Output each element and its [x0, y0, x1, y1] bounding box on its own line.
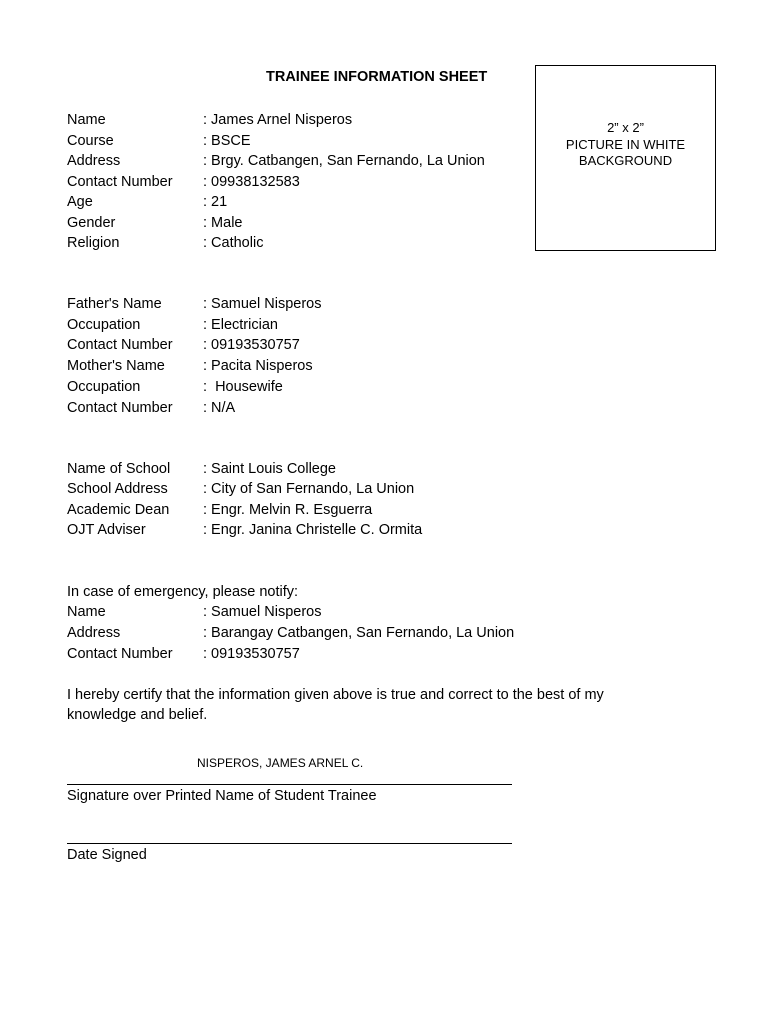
field-label: Mother's Name [67, 358, 165, 374]
field-value: : 09193530757 [203, 337, 300, 353]
field-label: Address [67, 624, 121, 641]
field-value: : Engr. Janina Christelle C. Ormita [203, 522, 423, 538]
certification-statement: I hereby certify that the information given above is true and correct to the best of my knowledge and belief. [67, 687, 604, 723]
photo-placeholder-box [535, 65, 716, 251]
field-label: Occupation [67, 316, 141, 333]
field-value: : Electrician [203, 316, 278, 333]
page-title: TRAINEE INFORMATION SHEET [266, 69, 488, 85]
field-value: : BSCE [203, 132, 251, 149]
field-value: : Pacita Nisperos [203, 358, 313, 374]
field-value: : Samuel Nisperos [203, 296, 322, 312]
field-label: Academic Dean [67, 501, 170, 518]
field-label: Contact Number [67, 645, 173, 662]
field-label: Contact Number [67, 173, 173, 190]
field-label: Address [67, 153, 121, 169]
signature-printed-name: NISPEROS, JAMES ARNEL C. [197, 756, 364, 770]
signature-line[interactable] [67, 784, 512, 785]
photo-instruction-line: PICTURE IN WHITE [565, 136, 686, 152]
date-signed-caption: Date Signed [67, 847, 147, 863]
field-value: : City of San Fernando, La Union [203, 481, 415, 497]
field-label: Father's Name [67, 296, 162, 312]
date-signed-line[interactable] [67, 843, 512, 844]
field-label: Course [67, 132, 114, 149]
field-label: Contact Number [67, 337, 173, 353]
field-value: : N/A [203, 399, 236, 416]
field-value: : Barangay Catbangen, San Fernando, La Union [203, 624, 515, 641]
signature-caption: Signature over Printed Name of Student Trainee [67, 788, 377, 804]
field-value: : Engr. Melvin R. Esguerra [203, 501, 373, 518]
field-value: : James Arnel Nisperos [203, 112, 353, 128]
field-label: Name of School [67, 460, 171, 477]
emergency-heading: In case of emergency, please notify: [67, 583, 299, 600]
field-label: School Address [67, 481, 168, 497]
photo-placeholder-text [536, 120, 715, 170]
field-value: : 09193530757 [203, 645, 300, 662]
field-label: Contact Number [67, 399, 173, 416]
field-value: : Brgy. Catbangen, San Fernando, La Union [203, 153, 485, 169]
field-value: : Housewife [203, 379, 283, 395]
field-value: : Saint Louis College [203, 460, 336, 477]
photo-size-label: 2” x 2” [607, 120, 644, 135]
field-value: : Male [203, 214, 243, 231]
field-value: : 21 [203, 194, 228, 210]
field-value: : Samuel Nisperos [203, 604, 322, 620]
field-value: : Catholic [203, 235, 264, 251]
field-value: : 09938132583 [203, 173, 300, 190]
field-label: Religion [67, 235, 120, 251]
field-label: Gender [67, 214, 116, 231]
photo-instruction-line: BACKGROUND [578, 153, 673, 168]
field-label: Occupation [67, 379, 141, 395]
field-label: Age [67, 194, 93, 210]
field-label: OJT Adviser [67, 522, 146, 538]
field-label: Name [67, 604, 106, 620]
field-label: Name [67, 112, 106, 128]
